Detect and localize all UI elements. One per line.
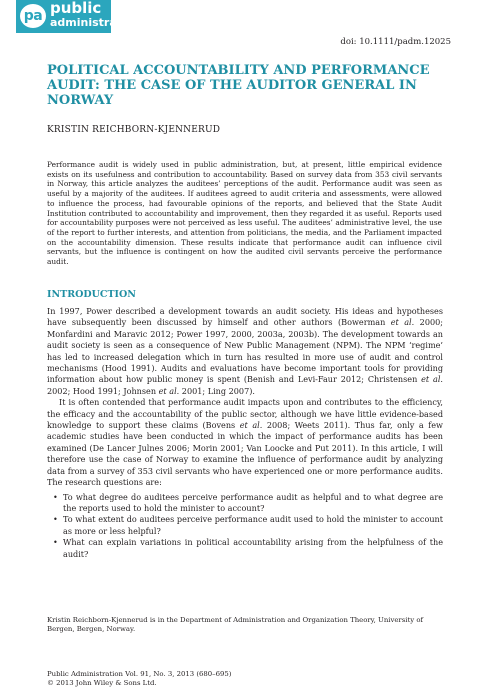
- copyright-notice: © 2013 John Wiley & Sons Ltd.: [47, 679, 157, 687]
- bullet-icon: •: [53, 514, 58, 525]
- journal-logo-line1: public: [50, 0, 102, 17]
- journal-logo-mark: pa: [20, 4, 46, 28]
- introduction-paragraph-1: [47, 306, 443, 397]
- journal-logo-line2: administration: [50, 16, 142, 29]
- text-run: It is often contended that performance audit impacts upon and contributes to the efficiency, the efficacy and the accountability of the public sector, although we have little evidence-based knowledge to support these claims (Bovens: [47, 397, 443, 431]
- text-run: In 1997, Power described a development towards an audit society. His ideas and hypotheses have subsequently been discussed by himself and other authors (Bowerman: [47, 306, 443, 328]
- journal-info: [47, 670, 231, 688]
- research-question-text: What can explain variations in political accountability arising from the helpfulness of the audit?: [63, 537, 443, 559]
- research-question-text: To what extent do auditees perceive performance audit used to hold the minister to account as more or less helpful?: [63, 514, 443, 536]
- text-run: 2008; Weets 2011). Thus far, only a few academic studies have been conducted in which the impact of performance audits has been examined (De Lancer Julnes 2006; Morin 2001; Van Loocke and Put 2011). In this article, I will therefore use the case of Norway to examine the influence of performance audit by analyzing data from a survey of 353 civil servants who have experienced one or more performance audits. The research questions are:: [47, 420, 443, 488]
- journal-citation: Public Administration Vol. 91, No. 3, 2013 (680–695): [47, 670, 232, 678]
- text-run-italic: et al.: [421, 374, 443, 385]
- bullet-icon: •: [53, 537, 58, 548]
- author-name: KRISTIN REICHBORN-KJENNERUD: [47, 125, 221, 135]
- text-run: 2000; Monfardini and Maravic 2012; Power 1997, 2000, 2003a, 2003b). The development towards an audit society is seen as a consequence of New Public Management (NPM). The NPM ‘regime’ has led to increased delegation which in turn has resulted in more use of audit and control mechanisms (Hood 1991). Audits and evaluations have become important tools for providing information about how public money is spent (Benish and Levi-Faur 2012; Christensen: [47, 317, 443, 385]
- doi-label[interactable]: doi: 10.1111/padm.12025: [340, 37, 451, 47]
- abstract-text: Performance audit is widely used in public administration, but, at present, little empirical evidence exists on its usefulness and contribution to accountability. Based on survey data from 353 civil servants in Norway, this article analyzes the auditees’ perceptions of the audit. Performance audit was seen as useful by a majority of the auditees. If auditees agreed to audit criteria and assessments, were allowed to influence the process, had favourable opinions of the reports, and believed that the State Audit Institution contributed to accountability and improvement, then they regarded it as useful. Reports used for accountability purposes were not perceived as less useful. The auditees’ administrative level, the use of the report to further interests, and attention from politicians, the media, and the Parliament impacted on the accountability dimension. These results indicate that performance audit can influence civil servants, but the influence is contingent on how the audited civil servants perceive the performance audit.: [47, 160, 442, 267]
- section-heading-introduction: INTRODUCTION: [47, 289, 136, 300]
- text-run-italic: et al.: [239, 420, 263, 431]
- bullet-icon: •: [53, 491, 58, 502]
- research-question-text: To what degree do auditees perceive performance audit as helpful and to what degree are the reports used to hold the minister to account?: [63, 491, 443, 513]
- text-run-italic: et al.: [158, 385, 180, 396]
- introduction-body: [47, 306, 443, 560]
- research-question-item: [47, 537, 443, 560]
- text-run: 2002; Hood 1991; Johnsen: [47, 385, 159, 396]
- research-question-item: [47, 514, 443, 537]
- journal-logo-banner: [16, 0, 142, 33]
- research-question-item: [47, 492, 443, 515]
- author-affiliation-footnote: Kristin Reichborn-Kjennerud is in the Department of Administration and Organization Theory, University of Bergen, Bergen, Norway.: [47, 616, 424, 633]
- text-run-italic: et al.: [390, 317, 415, 328]
- research-questions-list: [47, 492, 443, 560]
- text-run: 2001; Ling 2007).: [179, 385, 255, 396]
- article-title: POLITICAL ACCOUNTABILITY AND PERFORMANCE AUDIT: THE CASE OF THE AUDITOR GENERAL IN NORWAY: [47, 63, 430, 108]
- introduction-paragraph-2: [47, 397, 443, 488]
